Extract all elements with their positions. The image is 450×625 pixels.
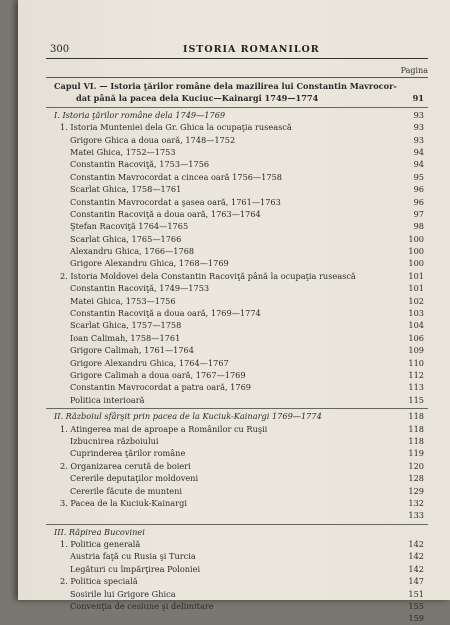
toc-entry (54, 460, 428, 472)
entry-title: Ioan Calimah, 1758—1761 (70, 332, 181, 343)
entry-title: Constantin Racoviţă, 1753—1756 (70, 159, 210, 170)
entry-page: 142 (408, 563, 424, 574)
divider-rule (46, 524, 428, 525)
toc-entry (54, 282, 428, 294)
toc-entry (54, 472, 428, 484)
toc-entry (54, 497, 428, 509)
running-header (38, 44, 430, 58)
entry-page: 159 (408, 613, 424, 624)
entry-page: 118 (408, 411, 424, 422)
entry-title: Politica interioară (70, 394, 145, 405)
entry-page: 110 (408, 357, 424, 368)
entry-page: 119 (408, 448, 424, 459)
header-rule (46, 58, 428, 59)
running-title: ISTORIA ROMANILOR (183, 44, 320, 55)
entry-title: Constantin Mavrocordat a cincea oară 1756—1758 (70, 171, 283, 182)
divider-rule (46, 107, 428, 108)
toc-entry (54, 357, 428, 369)
divider-rule (46, 408, 428, 409)
entry-title: 2. Organizarea cerută de boieri (60, 460, 191, 471)
entry-title: Matei Ghica, 1752—1753 (70, 146, 176, 157)
entry-title: 2. Politica specială (60, 576, 138, 587)
entry-title: 2. Istoria Moldovei dela Constantin Racoviţă până la ocupaţia rusească (60, 270, 356, 281)
toc-entry (54, 295, 428, 307)
entry-title: Scarlat Ghica, 1765—1766 (70, 233, 182, 244)
toc-entry (54, 563, 428, 575)
entry-page: 103 (408, 308, 424, 319)
entry-title: Scarlat Ghica, 1757—1758 (70, 320, 182, 331)
toc-entry (54, 423, 428, 435)
section-entry (54, 526, 428, 538)
entry-page: 147 (408, 576, 424, 587)
entry-title: Matei Ghica, 1753—1756 (70, 295, 176, 306)
entry-page: 93 (413, 122, 424, 133)
entry-page: 129 (408, 485, 424, 496)
toc-entry (54, 134, 428, 146)
entry-page: 101 (408, 283, 424, 294)
entry-page: 115 (408, 394, 424, 405)
entry-page: 142 (408, 539, 424, 550)
toc-entry (54, 600, 428, 612)
entry-title: 1. Istoria Munteniei dela Gr. Ghica la ocupaţia rusească (60, 122, 292, 133)
book-page (18, 0, 450, 624)
entry-title: 1. Atingerea mai de aproape a Românilor cu Ruşii (60, 423, 268, 434)
chapter-entry (54, 92, 428, 104)
toc-entry (54, 220, 428, 232)
entry-title: Capul VI. — Istoria ţărilor române dela mazilirea lui Constantin Mavrocor- (54, 81, 397, 91)
entry-title: Constantin Racoviţă a doua oară, 1769—1774 (70, 308, 261, 319)
toc-entry (54, 183, 428, 195)
entry-title: Legături cu împărţirea Poloniei (70, 563, 201, 574)
entry-page: 102 (408, 295, 424, 306)
entry-title: Convenţia de cesiune şi delimitare (70, 601, 214, 612)
toc-entry (54, 612, 428, 624)
toc-entry (54, 196, 428, 208)
entry-page: 113 (408, 382, 424, 393)
entry-page: 98 (413, 221, 424, 232)
section-entry (54, 109, 428, 121)
entry-page: 142 (408, 551, 424, 562)
entry-page: 94 (413, 146, 424, 157)
entry-page: 109 (408, 345, 424, 356)
toc-entry (54, 257, 428, 269)
entry-page: 132 (408, 497, 424, 508)
entry-page: 95 (413, 171, 424, 182)
table-of-contents (54, 80, 428, 625)
toc-entry (54, 575, 428, 587)
entry-page: 151 (408, 588, 424, 599)
entry-title: II. Războiul sfârşit prin pacea de la Kuciuk-Kainargi 1769—1774 (54, 411, 322, 422)
toc-entry (54, 369, 428, 381)
entry-page: 96 (413, 196, 424, 207)
entry-title: Constantin Racoviţă, 1749—1753 (70, 283, 210, 294)
entry-title: Izbucnirea războiului (70, 435, 159, 446)
toc-entry (54, 538, 428, 550)
entry-page: 96 (413, 184, 424, 195)
entry-title: I. Istoria ţărilor române dela 1749—1769 (54, 109, 226, 120)
entry-page: 97 (413, 208, 424, 219)
toc-entry (54, 550, 428, 562)
entry-page: 118 (408, 435, 424, 446)
entry-page: 91 (412, 93, 424, 104)
entry-title: dat până la pacea dela Kuciuc—Kainargi 1749—1774 (76, 93, 319, 104)
toc-entry (54, 233, 428, 245)
entry-page: 133 (408, 510, 424, 521)
entry-title: Alexandru Ghica, 1766—1768 (70, 246, 195, 257)
entry-title: Grigore Alexandru Ghica, 1768—1769 (70, 258, 229, 269)
toc-entry (54, 171, 428, 183)
page-number: 300 (50, 44, 70, 55)
toc-entry (54, 447, 428, 459)
entry-title: Ştefan Racoviţă 1764—1765 (70, 221, 189, 232)
entry-page: 128 (408, 473, 424, 484)
section-entry (54, 410, 428, 422)
entry-page: 118 (408, 423, 424, 434)
toc-entry (54, 394, 428, 406)
chapter-entry (54, 80, 428, 92)
toc-entry (54, 208, 428, 220)
entry-title: Grigore Calimah a doua oară, 1767—1769 (70, 369, 246, 380)
toc-entry (54, 307, 428, 319)
entry-title: Grigore Ghica a doua oară, 1748—1752 (70, 134, 236, 145)
column-rule (46, 77, 428, 78)
entry-page: 120 (408, 460, 424, 471)
entry-title: 1. Politica generală (60, 539, 141, 550)
entry-title: Sosirile lui Grigore Ghica (70, 588, 176, 599)
toc-entry (54, 435, 428, 447)
toc-entry (54, 332, 428, 344)
toc-entry (54, 319, 428, 331)
entry-page: 106 (408, 332, 424, 343)
entry-title: III. Răpirea Bucovinei (54, 526, 145, 537)
entry-page: 93 (413, 109, 424, 120)
entry-title: Grigore Alexandru Ghica, 1764—1767 (70, 357, 229, 368)
entry-page: 104 (408, 320, 424, 331)
entry-page: 93 (413, 134, 424, 145)
entry-title: Constantin Mavrocordat a patra oară, 1769 (70, 382, 252, 393)
entry-title: Grigore Calimah, 1761—1764 (70, 345, 194, 356)
entry-title: 3. Pacea de la Kuciuk-Kainargi (60, 497, 187, 508)
pagina-label: Pagina (400, 66, 428, 75)
entry-page: 101 (408, 270, 424, 281)
entry-page: 94 (413, 159, 424, 170)
entry-page: 112 (408, 369, 424, 380)
entry-title: Constantin Mavrocordat a şasea oară, 1761—1763 (70, 196, 281, 207)
entry-title: Cererile făcute de munteni (70, 485, 183, 496)
toc-entry (54, 270, 428, 282)
toc-entry (54, 245, 428, 257)
entry-title: Cuprinderea ţărilor române (70, 448, 186, 459)
entry-title: Constantin Racoviţă a doua oară, 1763—1764 (70, 208, 261, 219)
toc-entry (54, 121, 428, 133)
entry-title: Cererile deputaţilor moldoveni (70, 473, 199, 484)
toc-entry (54, 158, 428, 170)
entry-title: Austria faţă cu Rusia şi Turcia (70, 551, 196, 562)
toc-entry (54, 344, 428, 356)
entry-page: 100 (408, 258, 424, 269)
toc-entry (54, 588, 428, 600)
toc-entry (54, 381, 428, 393)
entry-title: Scarlat Ghica, 1758—1761 (70, 184, 182, 195)
toc-entry (54, 485, 428, 497)
toc-entry (54, 509, 428, 521)
entry-page: 100 (408, 233, 424, 244)
entry-page: 100 (408, 246, 424, 257)
toc-entry (54, 146, 428, 158)
entry-page: 155 (408, 601, 424, 612)
